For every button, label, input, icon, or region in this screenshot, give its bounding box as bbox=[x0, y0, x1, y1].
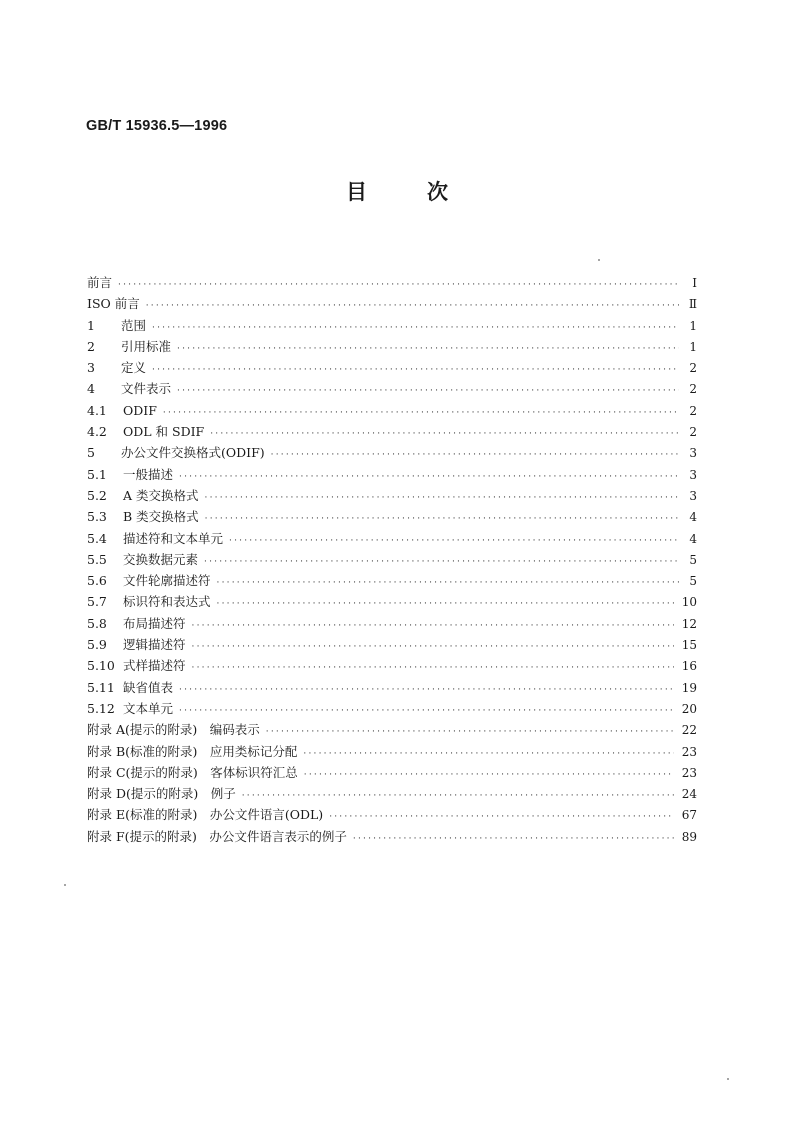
toc-entry bbox=[87, 336, 697, 357]
toc-entry-number: 5.11 bbox=[87, 679, 115, 695]
toc-entry-label: 附录 F(提示的附录) 办公文件语言表示的例子 bbox=[87, 828, 347, 844]
toc-entry-text bbox=[87, 506, 199, 527]
toc-entry-text bbox=[87, 741, 297, 762]
toc-entry-text bbox=[87, 464, 173, 485]
dot-leader bbox=[192, 616, 674, 637]
toc-entry-text bbox=[87, 719, 260, 740]
toc-entry-page: 2 bbox=[689, 425, 697, 440]
toc-entry-label: 附录 A(提示的附录) 编码表示 bbox=[87, 722, 260, 738]
toc-entry-label: 附录 E(标准的附录) 办公文件语言(ODL) bbox=[87, 807, 324, 823]
dot-leader bbox=[304, 765, 674, 786]
toc-entry-text bbox=[87, 400, 157, 421]
toc-entry-text bbox=[87, 698, 173, 719]
toc-entry-text bbox=[87, 570, 211, 591]
toc-entry bbox=[87, 442, 697, 463]
toc-entry-label: 前言 bbox=[87, 275, 113, 290]
toc-entry-number: 5.10 bbox=[87, 658, 115, 674]
dot-leader bbox=[353, 829, 674, 850]
toc-entry bbox=[87, 826, 697, 847]
toc-entry-text bbox=[87, 485, 199, 506]
scan-speck bbox=[64, 884, 66, 886]
toc-entry-label: 布局描述符 bbox=[123, 615, 186, 631]
toc-entry-text bbox=[87, 826, 347, 847]
toc-entry bbox=[87, 591, 697, 612]
toc-entry-label: ISO 前言 bbox=[87, 296, 140, 312]
toc-entry-label: 附录 D(提示的附录) 例子 bbox=[87, 786, 236, 802]
toc-entry-number: 3 bbox=[87, 360, 95, 376]
toc-entry bbox=[87, 804, 697, 825]
toc-entry-label: 办公文件交换格式(ODIF) bbox=[121, 445, 265, 461]
dot-leader bbox=[217, 594, 674, 615]
toc-entry bbox=[87, 272, 697, 293]
scan-speck bbox=[727, 1078, 729, 1080]
toc-entry-number: 5.9 bbox=[87, 637, 107, 653]
toc-entry-page: 24 bbox=[681, 787, 697, 802]
toc-entry-label: A 类交换格式 bbox=[123, 487, 199, 503]
toc-entry bbox=[87, 506, 697, 527]
dot-leader bbox=[152, 318, 679, 339]
toc-entry-text bbox=[87, 442, 265, 463]
dot-leader bbox=[303, 744, 673, 765]
toc-entry-page: 89 bbox=[681, 829, 697, 844]
toc-entry-page: Ⅰ bbox=[692, 276, 697, 290]
toc-entry-page: 3 bbox=[689, 467, 697, 482]
toc-entry bbox=[87, 783, 697, 804]
toc-entry-label: 一般描述 bbox=[123, 466, 174, 482]
toc-entry-number: 5 bbox=[87, 445, 95, 461]
toc-entry-page: 4 bbox=[689, 510, 697, 525]
toc-entry-text bbox=[87, 804, 323, 825]
toc-entry-number: 5.1 bbox=[87, 466, 107, 482]
dot-leader bbox=[177, 339, 679, 360]
toc-entry-text bbox=[87, 528, 223, 549]
dot-leader bbox=[271, 445, 679, 466]
toc-entry-text bbox=[87, 783, 236, 804]
toc-entry-text bbox=[87, 272, 112, 293]
toc-entry-page: 1 bbox=[689, 318, 697, 333]
toc-entry bbox=[87, 762, 697, 783]
toc-entry-number: 4.2 bbox=[87, 424, 107, 440]
toc-entry-page: 19 bbox=[681, 680, 697, 695]
toc-entry-text bbox=[87, 549, 198, 570]
toc-entry-number: 5.4 bbox=[87, 530, 107, 546]
toc-entry bbox=[87, 613, 697, 634]
toc-entry-label: 文本单元 bbox=[123, 700, 174, 716]
toc-entry-number: 5.3 bbox=[87, 509, 107, 525]
toc-entry-text bbox=[87, 677, 173, 698]
toc-entry-page: 1 bbox=[689, 339, 697, 354]
toc-entry-page: 5 bbox=[689, 574, 697, 589]
toc-entry-page: 67 bbox=[681, 808, 697, 823]
toc-entry bbox=[87, 549, 697, 570]
toc-entry-text bbox=[87, 762, 298, 783]
toc-entry bbox=[87, 485, 697, 506]
toc-entry-text bbox=[87, 336, 171, 357]
dot-leader bbox=[118, 275, 679, 296]
toc-entry-label: 附录 B(标准的附录) 应用类标记分配 bbox=[87, 743, 298, 759]
toc-entry bbox=[87, 400, 697, 421]
dot-leader bbox=[179, 467, 679, 488]
document-code: GB/T 15936.5—1996 bbox=[86, 118, 228, 134]
toc-entry-label: 缺省值表 bbox=[123, 679, 174, 695]
toc-entry-text bbox=[87, 378, 171, 399]
dot-leader bbox=[329, 807, 674, 828]
dot-leader bbox=[146, 296, 679, 317]
toc-entry-page: 12 bbox=[681, 616, 697, 631]
dot-leader bbox=[217, 573, 679, 594]
toc-entry-label: 式样描述符 bbox=[123, 658, 186, 674]
toc-entry-page: 23 bbox=[681, 744, 697, 759]
toc-entry-label: 文件轮廓描述符 bbox=[123, 573, 211, 589]
toc-entry-number: 1 bbox=[87, 317, 95, 333]
toc-entry-number: 5.7 bbox=[87, 594, 107, 610]
toc-entry-text bbox=[87, 421, 204, 442]
toc-entry bbox=[87, 698, 697, 719]
toc-entry-label: 范围 bbox=[121, 317, 147, 333]
toc-entry-page: Ⅱ bbox=[688, 297, 697, 312]
toc-entry-page: 16 bbox=[681, 659, 697, 674]
toc-entry bbox=[87, 677, 697, 698]
dot-leader bbox=[192, 658, 674, 679]
toc-entry-number: 5.8 bbox=[87, 615, 107, 631]
toc-entry-text bbox=[87, 655, 186, 676]
dot-leader bbox=[192, 637, 674, 658]
toc-entry-label: 文件表示 bbox=[121, 381, 172, 397]
toc-entry-label: 逻辑描述符 bbox=[123, 637, 186, 653]
toc-entry-page: 2 bbox=[689, 382, 697, 397]
dot-leader bbox=[204, 552, 679, 573]
toc-entry-text bbox=[87, 357, 146, 378]
toc-title: 目次 bbox=[346, 180, 508, 204]
toc-entry-number: 5.6 bbox=[87, 573, 107, 589]
toc-entry-number: 4 bbox=[87, 381, 95, 397]
toc-entry bbox=[87, 315, 697, 336]
toc-entry bbox=[87, 741, 697, 762]
toc-entry-label: 标识符和表达式 bbox=[123, 594, 211, 610]
toc-entry bbox=[87, 655, 697, 676]
toc-entry-text bbox=[87, 613, 186, 634]
toc-entry bbox=[87, 634, 697, 655]
toc-entry bbox=[87, 378, 697, 399]
toc-entry bbox=[87, 357, 697, 378]
toc-entry-label: 描述符和文本单元 bbox=[123, 530, 224, 546]
toc-entry-number: 5.5 bbox=[87, 551, 107, 567]
toc-entry-page: 3 bbox=[689, 488, 697, 503]
toc-entry bbox=[87, 528, 697, 549]
dot-leader bbox=[205, 488, 679, 509]
dot-leader bbox=[152, 360, 679, 381]
toc-entry-page: 5 bbox=[689, 552, 697, 567]
toc-entry bbox=[87, 570, 697, 591]
dot-leader bbox=[266, 722, 674, 743]
toc-entry-number: 5.2 bbox=[87, 487, 107, 503]
toc-entry-page: 15 bbox=[681, 638, 697, 653]
toc-entry-page: 4 bbox=[689, 531, 697, 546]
dot-leader bbox=[210, 424, 679, 445]
toc-entry bbox=[87, 719, 697, 740]
dot-leader bbox=[205, 509, 679, 530]
toc-entry-number: 5.12 bbox=[87, 700, 115, 716]
dot-leader bbox=[229, 531, 679, 552]
toc-entry-page: 10 bbox=[681, 595, 697, 610]
toc-entry-page: 23 bbox=[681, 765, 697, 780]
toc-entry-label: 定义 bbox=[121, 360, 147, 376]
toc-entry-page: 2 bbox=[689, 403, 697, 418]
toc-entry-label: ODL 和 SDIF bbox=[123, 424, 205, 440]
toc-entry-label: 引用标准 bbox=[121, 338, 172, 354]
scan-speck bbox=[598, 259, 600, 261]
dot-leader bbox=[163, 403, 679, 424]
toc-entry-text bbox=[87, 591, 211, 612]
toc-entry-label: 附录 C(提示的附录) 客体标识符汇总 bbox=[87, 764, 298, 780]
toc-entry-page: 3 bbox=[689, 446, 697, 461]
dot-leader bbox=[177, 381, 679, 402]
toc-entry-text bbox=[87, 315, 146, 336]
dot-leader bbox=[179, 680, 674, 701]
toc-entry-label: ODIF bbox=[123, 402, 157, 418]
toc-entry-text bbox=[87, 634, 186, 655]
toc-entry-page: 22 bbox=[681, 723, 697, 738]
toc-entry-text bbox=[87, 293, 140, 314]
toc-entry-page: 2 bbox=[689, 361, 697, 376]
toc-entry-label: B 类交换格式 bbox=[123, 509, 199, 525]
table-of-contents bbox=[87, 272, 697, 847]
toc-entry-number: 2 bbox=[87, 338, 95, 354]
toc-entry-page: 20 bbox=[681, 701, 697, 716]
toc-entry-label: 交换数据元素 bbox=[123, 551, 199, 567]
toc-entry-number: 4.1 bbox=[87, 402, 107, 418]
toc-entry bbox=[87, 421, 697, 442]
toc-entry bbox=[87, 464, 697, 485]
toc-entry bbox=[87, 293, 697, 314]
